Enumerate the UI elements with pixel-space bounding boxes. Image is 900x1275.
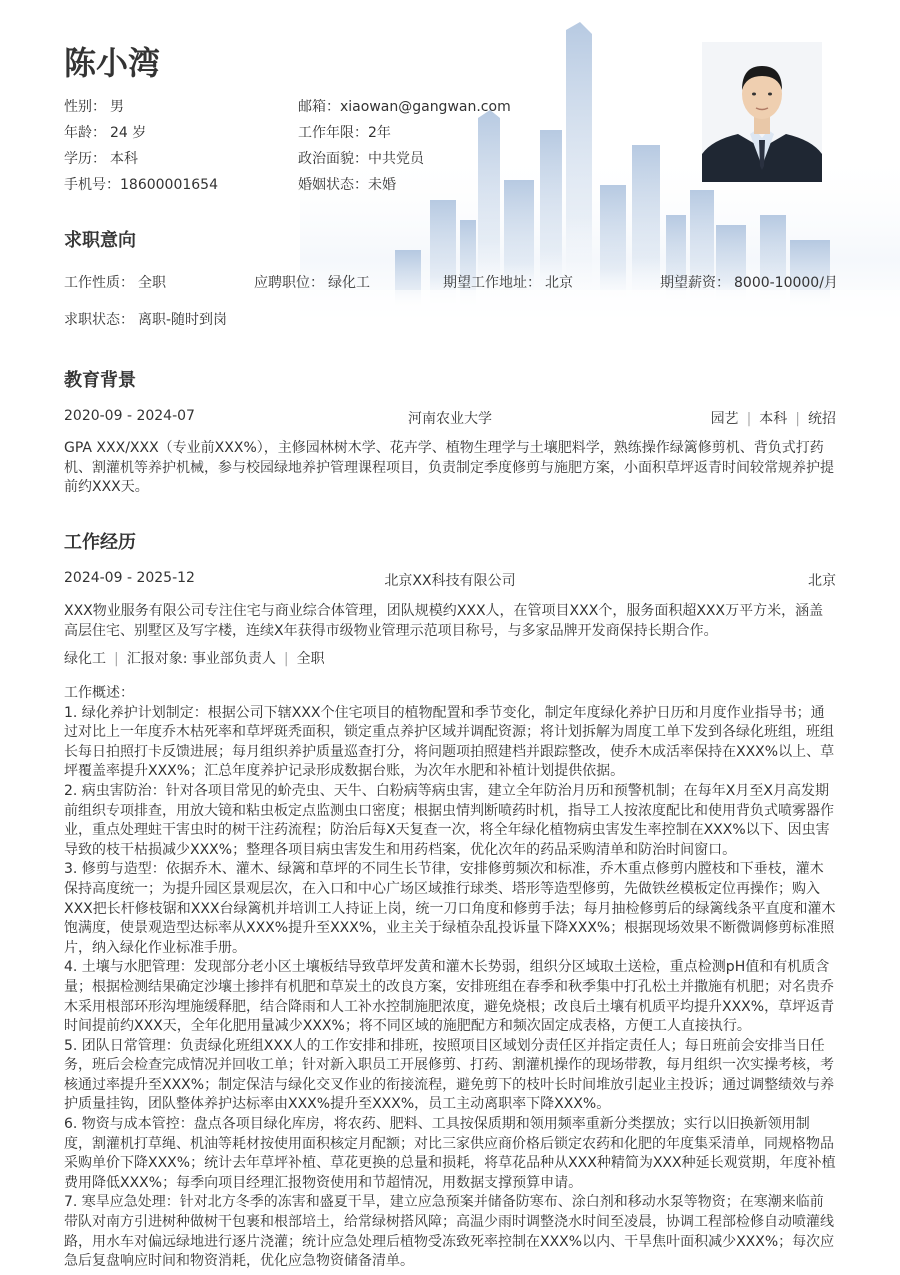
phone-label: 手机号：: [64, 177, 120, 193]
work-item: 3. 修剪与造型：依据乔木、灌木、绿篱和草坪的不同生长节律，安排修剪频次和标准，乔木重点修剪内膛枝和下垂枝，灌木保持高度统一；为提升园区景观层次，在入口和中心广场区域推行球类、塔形等造型修剪，先做铁丝模板定位再操作；购入XXX把长杆修枝锯和XXX台绿篱机并培训工人持证上岗，统一刀口角度和修剪手法；每月抽检修剪后的绿篱线条平直度和灌木饱满度，使景观造型达标率从XXX%提升至XXX%，业主关于绿植杂乱投诉量下降XXX%；根据现场效果不断微调修剪标准照片，纳入绿化作业标准手册。: [64, 861, 836, 956]
divider: |: [283, 651, 289, 667]
work-report: 汇报对象: 事业部负责人: [126, 651, 276, 667]
job-position-label: 应聘职位：: [254, 275, 324, 291]
age-value: 24 岁: [110, 125, 147, 141]
education-tags: [711, 408, 836, 428]
work-job-type: 全职: [296, 651, 325, 667]
work-period: 2024-09 - 2025-12: [64, 570, 195, 586]
work-item: 4. 土壤与水肥管理：发现部分老小区土壤板结导致草坪发黄和灌木长势弱，组织分区域取土送检，重点检测pH值和有机质含量；根据检测结果确定沙壤土掺拌有机肥和草炭土的改良方案，安排班组在春季和秋季集中打孔松土并撒施有机肥；对名贵乔木采用根部环形沟埋施缓释肥，结合降雨和人工补水控制施肥浓度，避免烧根；改良后土壤有机质平均提升XXX%，草坪返青时间提前约XXX天，全年化肥用量减少XXX%；将不同区域的施肥配方和频次固定成表格，方便工人直接执行。: [64, 959, 835, 1035]
divider: |: [795, 411, 800, 427]
job-status-value: 离职-随时到岗: [138, 312, 228, 328]
job-position-value: 绿化工: [328, 275, 370, 291]
age-row: [64, 122, 146, 142]
job-location-value: 北京: [545, 275, 573, 291]
avatar-portrait-icon: [702, 42, 822, 182]
work-city: 北京: [808, 573, 836, 589]
job-salary: [660, 272, 838, 292]
education-mode: 统招: [808, 411, 836, 427]
email-row: [298, 96, 511, 116]
candidate-name: 陈小湾: [64, 44, 161, 82]
politics-row: [298, 148, 424, 168]
education-major: 园艺: [710, 411, 739, 427]
phone-row: [64, 174, 218, 194]
work-company: [0, 570, 900, 590]
marital-label: 婚姻状态：: [298, 177, 368, 193]
age-label: 年龄：: [64, 125, 106, 141]
education-period: 2020-09 - 2024-07: [64, 408, 195, 424]
phone-value: 18600001654: [120, 177, 218, 193]
education-section-title: 教育背景: [64, 370, 136, 391]
politics-label: 政治面貌：: [298, 151, 368, 167]
work-role: 绿化工: [64, 651, 106, 667]
job-salary-label: 期望薪资：: [660, 275, 730, 291]
email-value: xiaowan@gangwan.com: [340, 99, 511, 115]
work-item: 7. 寒旱应急处理：针对北方冬季的冻害和盛夏干旱，建立应急预案并储备防寒布、涂白剂和移动水泵等物资；在寒潮来临前带队对南方引进树种做树干包裹和根部培土，给常绿树搭风障；高温少雨时调整浇水时间至凌晨，协调工程部检修自动喷灌线路，用水车对偏远绿地进行逐片浇灌；统计应急处理后植物受冻致死率控制在XXX%以内、干旱焦叶面积减少XXX%；每次应急后复盘响应时间和物资消耗，优化应急物资储备清单。: [64, 1194, 835, 1270]
job-type-label: 工作性质：: [64, 275, 134, 291]
education-school-name: 河南农业大学: [408, 411, 492, 427]
work-item: 5. 团队日常管理：负责绿化班组XXX人的工作安排和排班，按照项目区域划分责任区并指定责任人；每日班前会安排当日任务，班后会检查完成情况并回收工单；针对新入职员工开展修剪、打药、割灌机操作的现场带教，每月组织一次实操考核，考核通过率提升至XXX%；制定保洁与绿化交叉作业的衔接流程，避免剪下的枝叶长时间堆放引起业主投诉；通过调整绩效与养护质量挂钩，团队整体养护达标率由XXX%提升至XXX%，员工主动离职率下降XXX%。: [64, 1037, 835, 1113]
gender-row: [64, 96, 124, 116]
gender-value: 男: [110, 99, 124, 115]
education-label: 学历：: [64, 151, 106, 167]
work-company-name: 北京XX科技有限公司: [384, 573, 516, 589]
divider: |: [114, 651, 119, 667]
divider: |: [746, 411, 752, 427]
company-description: XXX物业服务有限公司专注住宅与商业综合体管理，团队规模约XXX人，在管项目XXX个，服务面积超XXX万平方米，涵盖高层住宅、别墅区及写字楼，连续X年获得市级物业管理示范项目称号，与多家品牌开发商保持长期合作。: [64, 603, 824, 639]
job-position: [254, 272, 370, 292]
job-status: [64, 309, 227, 329]
education-description: GPA XXX/XXX（专业前XXX%），主修园林树木学、花卉学、植物生理学与土壤肥料学，熟练操作绿篱修剪机、背负式打药机、割灌机等养护机械，参与校园绿地养护管理课程项目，负责制定季度修剪与施肥方案，小面积草坪返青时间较常规养护提前约XXX天。: [64, 440, 834, 495]
years-value: 2年: [368, 125, 391, 141]
marital-value: 未婚: [368, 177, 396, 193]
job-salary-value: 8000-10000/月: [734, 275, 838, 291]
work-overview-label: 工作概述：: [64, 685, 134, 701]
avatar: [702, 42, 822, 182]
years-row: [298, 122, 391, 142]
work-overview: [64, 684, 836, 1272]
job-status-label: 求职状态：: [64, 312, 134, 328]
marital-row: [298, 174, 396, 194]
job-type-value: 全职: [138, 275, 166, 291]
work-tags: [64, 648, 325, 668]
work-item: 2. 病虫害防治：针对各项目常见的蚧壳虫、天牛、白粉病等病虫害，建立全年防治月历和预警机制；在每年X月至X月高发期前组织专项排查，用放大镜和粘虫板定点监测虫口密度；根据虫情判断喷药时机，指导工人按浓度配比和使用背负式喷雾器作业，重点处理蛀干害虫时的树干注药流程；防治后每X天复查一次，将全年绿化植物病虫害发生率控制在XXX%以下、因虫害导致的枝干枯损减少XXX%；整理各项目病虫害发生和用药档案，优化次年的药品采购清单和防治时间窗口。: [64, 782, 834, 858]
job-location: [443, 272, 573, 292]
politics-value: 中共党员: [368, 151, 424, 167]
work-item: 6. 物资与成本管控：盘点各项目绿化库房，将农药、肥料、工具按保质期和领用频率重新分类摆放；实行以旧换新领用制度，割灌机打草绳、机油等耗材按使用面积核定月配额；对比三家供应商价格后锁定农药和化肥的年度集采清单，同规格物品采购单价下降XXX%；统计去年草坪补植、草花更换的总量和损耗，将草花品种从XXX种精简为XXX种延长观赏期，年度补植费用降低XXX%；每季向项目经理汇报物资使用和节超情况，用数据支撑预算申请。: [64, 1116, 836, 1191]
education-degree: 本科: [759, 411, 788, 427]
intention-section-title: 求职意向: [64, 230, 136, 251]
education-value: 本科: [110, 151, 138, 167]
work-section-title: 工作经历: [64, 532, 136, 553]
years-label: 工作年限：: [298, 125, 368, 141]
job-location-label: 期望工作地址：: [443, 275, 541, 291]
gender-label: 性别：: [64, 99, 106, 115]
work-item: 1. 绿化养护计划制定：根据公司下辖XXX个住宅项目的植物配置和季节变化，制定年度绿化养护日历和月度作业指导书；通过对比上一年度乔木枯死率和草坪斑秃面积，锁定重点养护区域并调配资源；将计划拆解为周度工单下发到各绿化班组，班组长每日拍照打卡反馈进展；每月组织养护质量巡查打分，将问题项拍照建档并跟踪整改，使乔木成活率保持在XXX%以上、草坪覆盖率提升XXX%；汇总年度养护记录形成数据台账，为次年水肥和补植计划提供依据。: [64, 704, 835, 780]
email-label: 邮箱：: [298, 99, 340, 115]
education-row: [64, 148, 138, 168]
job-type: [64, 272, 166, 292]
